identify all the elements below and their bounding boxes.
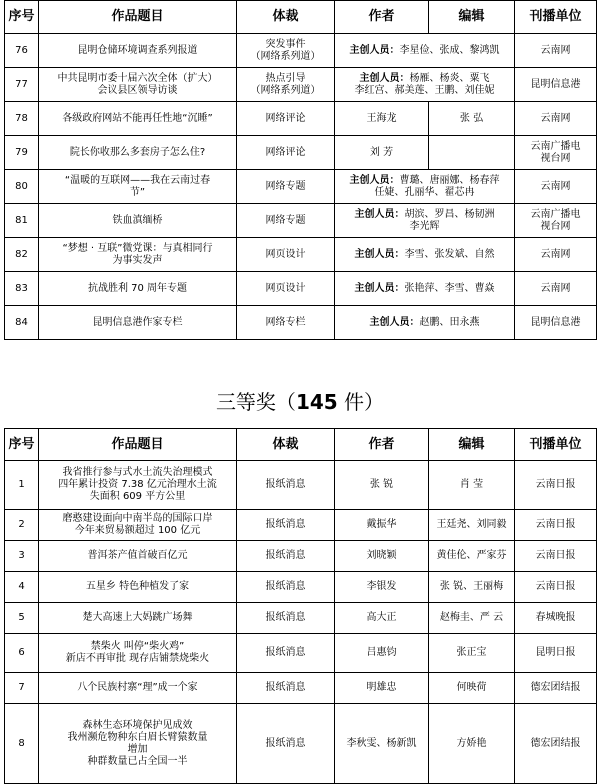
cell-genre: 网页设计 <box>237 238 335 272</box>
cell-title: 磨憨建设面向中南半岛的国际口岸 今年来贸易额超过 100 亿元 <box>39 510 237 541</box>
cell-seq: 82 <box>5 238 39 272</box>
header-publisher: 刊播单位 <box>515 429 597 461</box>
cell-seq: 7 <box>5 673 39 704</box>
header-publisher: 刊播单位 <box>515 1 597 34</box>
header-author: 作者 <box>335 1 429 34</box>
cell-publisher: 德宏团结报 <box>515 704 597 784</box>
author-role-label: 主创人员： <box>354 208 405 220</box>
cell-genre: 报纸消息 <box>237 541 335 572</box>
cell-author: 主创人员：张艳萍、李雪、曹焱 <box>335 272 515 306</box>
cell-title: 抗战胜利 70 周年专题 <box>39 272 237 306</box>
header-editor: 编辑 <box>429 1 515 34</box>
table-row <box>5 34 597 68</box>
table-row <box>5 102 597 136</box>
cell-author: 戴振华 <box>335 510 429 541</box>
cell-genre: 报纸消息 <box>237 673 335 704</box>
cell-author: 王海龙 <box>335 102 429 136</box>
header-seq: 序号 <box>5 429 39 461</box>
table-row <box>5 170 597 204</box>
cell-genre: 网络评论 <box>237 102 335 136</box>
cell-seq: 79 <box>5 136 39 170</box>
table-row <box>5 603 597 634</box>
cell-title: 禁柴火 叫停“柴火鸡” 新店不再审批 现存店铺禁烧柴火 <box>39 634 237 673</box>
cell-editor: 张 弘 <box>429 102 515 136</box>
cell-author: 主创人员：胡滨、罗昌、杨韧洲 李光辉 <box>335 204 515 238</box>
cell-genre: 报纸消息 <box>237 572 335 603</box>
table-row <box>5 461 597 510</box>
author-role-label: 主创人员： <box>354 248 405 260</box>
cell-genre: 报纸消息 <box>237 634 335 673</box>
author-role-label: 主创人员： <box>359 72 410 84</box>
cell-author: 刘 芳 <box>335 136 429 170</box>
header-genre: 体裁 <box>237 429 335 461</box>
cell-publisher: 云南网 <box>515 170 597 204</box>
cell-genre: 突发事件 （网络系列道） <box>237 34 335 68</box>
header-seq: 序号 <box>5 1 39 34</box>
cell-publisher: 云南日报 <box>515 541 597 572</box>
cell-genre: 报纸消息 <box>237 704 335 784</box>
cell-editor: 赵梅圭、严 云 <box>429 603 515 634</box>
cell-title: 我省推行参与式水土流失治理模式 四年累计投资 7.38 亿元治理水土流 失面积 609 平方公里 <box>39 461 237 510</box>
table-row <box>5 204 597 238</box>
table-row <box>5 238 597 272</box>
cell-editor: 张 锐、王丽梅 <box>429 572 515 603</box>
prize-table-second <box>4 0 597 340</box>
cell-publisher: 云南网 <box>515 34 597 68</box>
cell-author: 刘晓颖 <box>335 541 429 572</box>
cell-seq: 4 <box>5 572 39 603</box>
table-row <box>5 634 597 673</box>
cell-seq: 2 <box>5 510 39 541</box>
cell-title: 中共昆明市委十届六次全体（扩大） 会议县区领导访谈 <box>39 68 237 102</box>
cell-publisher: 云南网 <box>515 272 597 306</box>
cell-genre: 热点引导 （网络系列道） <box>237 68 335 102</box>
cell-author: 主创人员：曹璐、唐丽娜、杨春萍 任婕、孔丽华、翟芯冉 <box>335 170 515 204</box>
cell-publisher: 云南广播电 视台网 <box>515 136 597 170</box>
table-row <box>5 541 597 572</box>
table-row <box>5 136 597 170</box>
cell-seq: 77 <box>5 68 39 102</box>
cell-editor: 肖 莹 <box>429 461 515 510</box>
author-role-label: 主创人员： <box>349 174 400 186</box>
cell-title: 院长你收那么多套房子怎么住? <box>39 136 237 170</box>
cell-publisher: 昆明日报 <box>515 634 597 673</box>
table-row <box>5 306 597 340</box>
table-row <box>5 510 597 541</box>
cell-title: 铁血滇缅桥 <box>39 204 237 238</box>
cell-title: 八个民族村寨“理”成一个家 <box>39 673 237 704</box>
cell-title: 五星乡 特色种植发了家 <box>39 572 237 603</box>
table-header-row <box>5 1 597 34</box>
cell-genre: 报纸消息 <box>237 461 335 510</box>
section-count: 145 <box>295 390 338 414</box>
header-author: 作者 <box>335 429 429 461</box>
header-title: 作品题目 <box>39 1 237 34</box>
cell-genre: 报纸消息 <box>237 603 335 634</box>
cell-seq: 84 <box>5 306 39 340</box>
cell-author: 主创人员：李雪、张发斌、自然 <box>335 238 515 272</box>
author-role-label: 主创人员： <box>354 282 405 294</box>
cell-title: 各级政府网站不能再任性地“沉睡” <box>39 102 237 136</box>
cell-editor: 黄佳伦、严家芬 <box>429 541 515 572</box>
cell-seq: 80 <box>5 170 39 204</box>
cell-seq: 78 <box>5 102 39 136</box>
cell-genre: 网页设计 <box>237 272 335 306</box>
cell-publisher: 云南网 <box>515 102 597 136</box>
table-row <box>5 704 597 784</box>
cell-genre: 网络专栏 <box>237 306 335 340</box>
cell-seq: 6 <box>5 634 39 673</box>
cell-seq: 83 <box>5 272 39 306</box>
cell-publisher: 昆明信息港 <box>515 68 597 102</box>
cell-seq: 8 <box>5 704 39 784</box>
cell-title: 昆明信息港作家专栏 <box>39 306 237 340</box>
cell-author: 李秋雯、杨新凯 <box>335 704 429 784</box>
section-title-third-prize <box>0 388 600 416</box>
table-row <box>5 68 597 102</box>
cell-author: 明雄忠 <box>335 673 429 704</box>
cell-editor: 何映荷 <box>429 673 515 704</box>
cell-author: 吕惠钧 <box>335 634 429 673</box>
cell-author: 主创人员：赵鹏、田永燕 <box>335 306 515 340</box>
cell-genre: 报纸消息 <box>237 510 335 541</box>
cell-author: 高大正 <box>335 603 429 634</box>
cell-editor: 张正宝 <box>429 634 515 673</box>
author-role-label: 主创人员： <box>369 316 420 328</box>
cell-author: 主创人员：杨雁、杨炎、粟飞 李红宫、郝美莲、王鹏、刘佳妮 <box>335 68 515 102</box>
cell-author: 张 锐 <box>335 461 429 510</box>
cell-author: 主创人员：李星俭、张成、黎鸿凯 <box>335 34 515 68</box>
cell-genre: 网络评论 <box>237 136 335 170</box>
header-title: 作品题目 <box>39 429 237 461</box>
cell-title: 楚大高速上大妈跳广场舞 <box>39 603 237 634</box>
cell-editor: 王廷尧、刘同毅 <box>429 510 515 541</box>
cell-publisher: 德宏团结报 <box>515 673 597 704</box>
cell-seq: 5 <box>5 603 39 634</box>
table-row <box>5 272 597 306</box>
cell-genre: 网络专题 <box>237 204 335 238</box>
cell-title: 普洱茶产值首破百亿元 <box>39 541 237 572</box>
table-row <box>5 572 597 603</box>
cell-genre: 网络专题 <box>237 170 335 204</box>
header-genre: 体裁 <box>237 1 335 34</box>
author-role-label: 主创人员： <box>349 44 400 56</box>
cell-publisher: 春城晚报 <box>515 603 597 634</box>
cell-seq: 1 <box>5 461 39 510</box>
prize-table-third <box>4 428 597 784</box>
header-editor: 编辑 <box>429 429 515 461</box>
cell-publisher: 昆明信息港 <box>515 306 597 340</box>
cell-editor <box>429 136 515 170</box>
cell-editor: 方娇艳 <box>429 704 515 784</box>
cell-title: “梦想 · 互联”微党课：与真相同行 为事实发声 <box>39 238 237 272</box>
cell-publisher: 云南日报 <box>515 572 597 603</box>
cell-title: 昆明仓储环境调查系列报道 <box>39 34 237 68</box>
section-title-prefix: 三等奖（ <box>215 390 296 414</box>
cell-title: 森林生态环境保护见成效 我州濒危物种东白眉长臂猿数量 增加 种群数量已占全国一半 <box>39 704 237 784</box>
table-header-row <box>5 429 597 461</box>
cell-publisher: 云南日报 <box>515 510 597 541</box>
cell-seq: 3 <box>5 541 39 572</box>
cell-publisher: 云南广播电 视台网 <box>515 204 597 238</box>
cell-publisher: 云南日报 <box>515 461 597 510</box>
table-row <box>5 673 597 704</box>
cell-seq: 76 <box>5 34 39 68</box>
cell-publisher: 云南网 <box>515 238 597 272</box>
cell-title: “温暖的互联网——我在云南过春 节” <box>39 170 237 204</box>
section-title-suffix: 件） <box>337 390 385 414</box>
cell-author: 李银发 <box>335 572 429 603</box>
cell-seq: 81 <box>5 204 39 238</box>
